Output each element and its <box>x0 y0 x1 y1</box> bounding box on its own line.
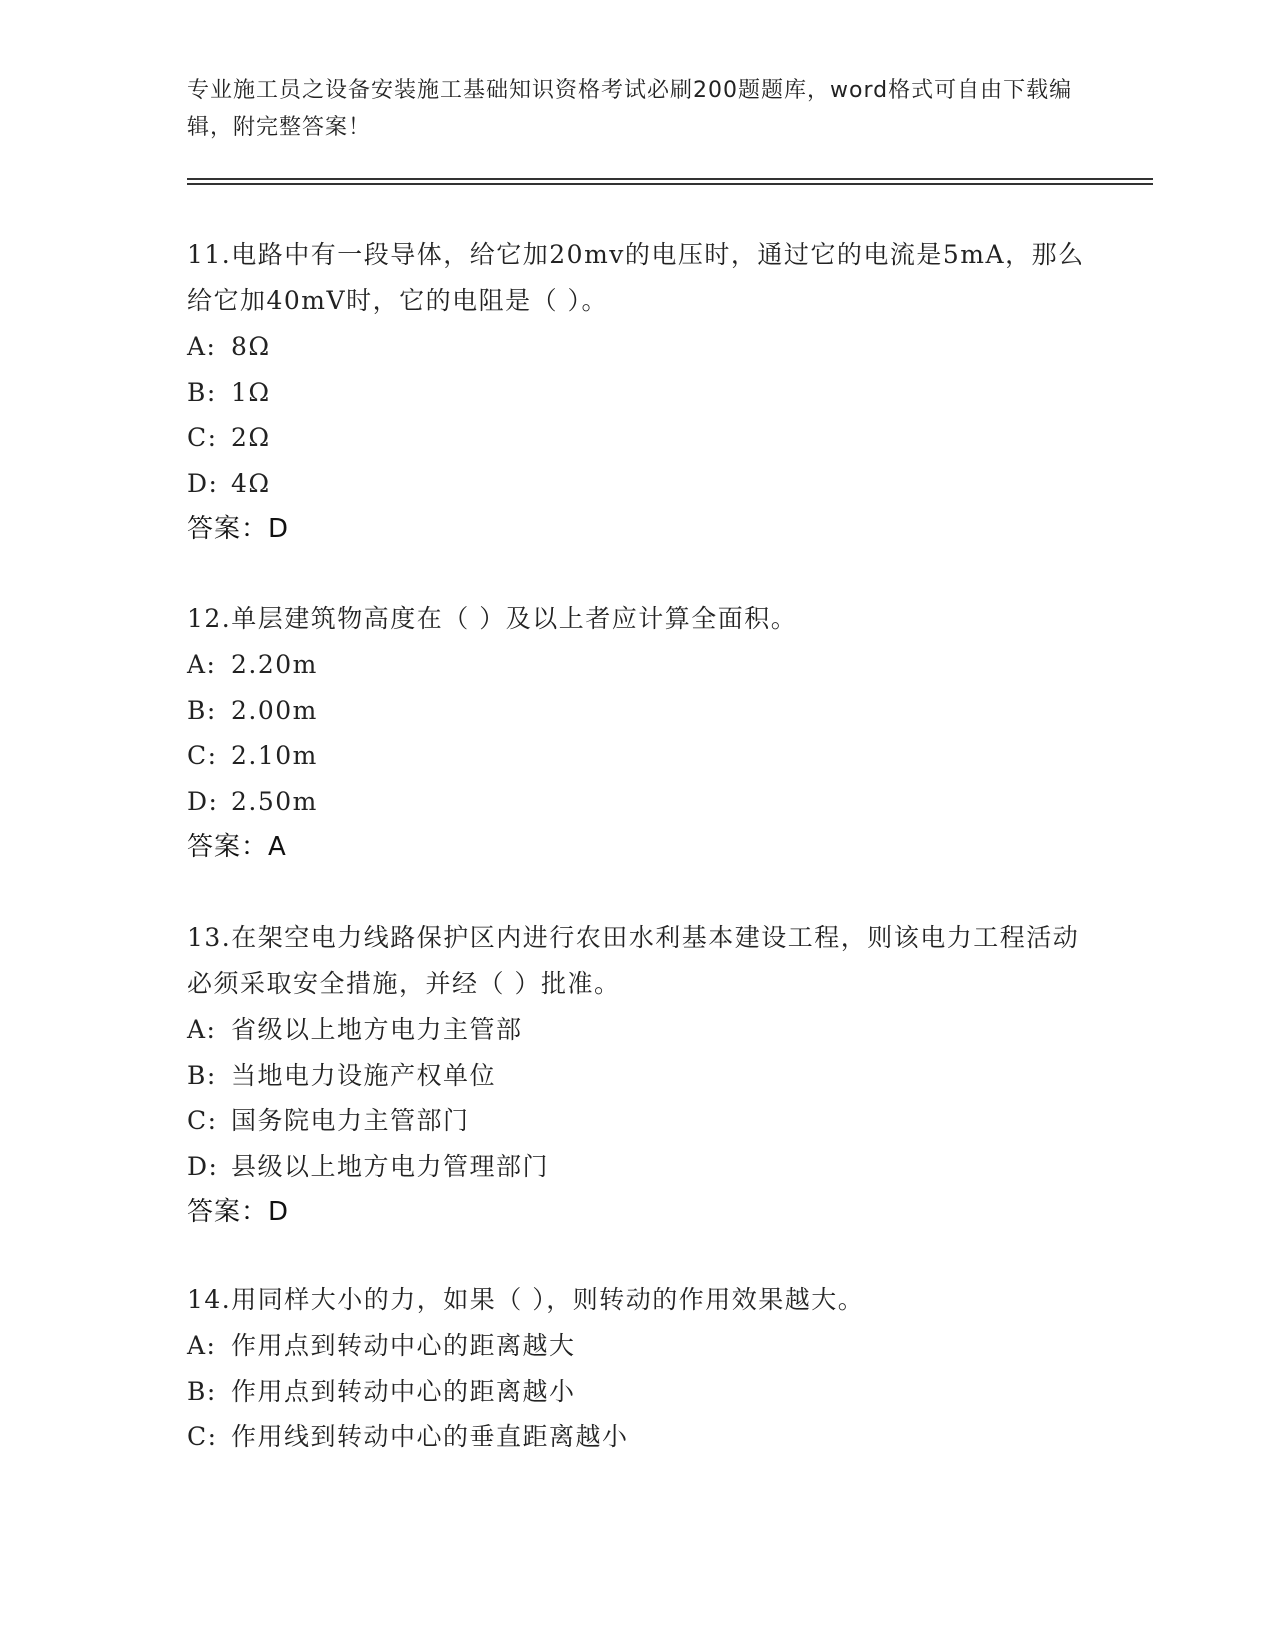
option-c <box>187 1098 1087 1144</box>
answer-line: 答案：D <box>187 514 290 544</box>
option-text: 4Ω <box>231 468 271 498</box>
option-text: 省级以上地方电力主管部 <box>231 1015 523 1044</box>
option-b <box>187 1053 1087 1099</box>
option-letter: C: <box>187 741 218 770</box>
document-header: 专业施工员之设备安装施工基础知识资格考试必刷200题题库，word格式可自由下载编辑，附完整答案！ <box>187 78 1073 140</box>
header-divider-bottom <box>187 183 1153 185</box>
question-11 <box>187 232 1087 552</box>
option-text: 县级以上地方电力管理部门 <box>231 1151 550 1181</box>
option-letter: B: <box>187 1376 217 1406</box>
option-d <box>187 461 1087 507</box>
option-text: 2.10m <box>231 741 318 770</box>
option-letter: A: <box>187 1015 217 1044</box>
option-a <box>187 1323 1087 1369</box>
option-letter: A: <box>187 1331 217 1360</box>
option-text: 2Ω <box>231 423 271 452</box>
option-text: 2.20m <box>231 650 318 679</box>
option-letter: B: <box>187 377 217 407</box>
option-d <box>187 1144 1087 1190</box>
option-letter: B: <box>187 1060 217 1090</box>
option-text: 2.50m <box>231 786 318 816</box>
option-letter: A: <box>187 332 217 361</box>
option-text: 1Ω <box>231 377 271 407</box>
option-text: 当地电力设施产权单位 <box>231 1060 497 1090</box>
question-stem: 12.单层建筑物高度在（ ）及以上者应计算全面积。 <box>187 604 798 633</box>
option-letter: C: <box>187 1422 218 1451</box>
option-c <box>187 415 1087 461</box>
option-letter: C: <box>187 1106 218 1135</box>
option-letter: C: <box>187 423 218 452</box>
option-text: 2.00m <box>231 695 318 725</box>
question-14 <box>187 1277 1087 1460</box>
answer-line: 答案：D <box>187 1197 290 1227</box>
question-12 <box>187 596 1087 870</box>
option-letter: D: <box>187 786 219 816</box>
question-13 <box>187 915 1087 1235</box>
option-letter: D: <box>187 468 219 498</box>
option-text: 国务院电力主管部门 <box>231 1106 470 1135</box>
question-stem: 13.在架空电力线路保护区内进行农田水利基本建设工程，则该电力工程活动必须采取安全措施，并经（ ）批准。 <box>187 923 1080 998</box>
option-text: 8Ω <box>231 332 271 361</box>
option-text: 作用线到转动中心的垂直距离越小 <box>231 1422 629 1451</box>
option-b <box>187 1369 1087 1415</box>
option-a <box>187 1007 1087 1053</box>
question-stem: 11.电路中有一段导体，给它加20mv的电压时，通过它的电流是5mA，那么给它加40mV时，它的电阻是（ ）。 <box>187 240 1085 315</box>
option-a <box>187 642 1087 688</box>
option-a <box>187 324 1087 370</box>
option-b <box>187 370 1087 416</box>
answer-line: 答案：A <box>187 832 287 862</box>
option-text: 作用点到转动中心的距离越大 <box>231 1331 576 1360</box>
option-letter: B: <box>187 695 217 725</box>
option-c <box>187 733 1087 779</box>
question-stem: 14.用同样大小的力，如果（ ），则转动的作用效果越大。 <box>187 1285 865 1314</box>
header-divider-top <box>187 178 1153 180</box>
option-c <box>187 1414 1087 1460</box>
option-letter: A: <box>187 650 217 679</box>
option-letter: D: <box>187 1151 219 1181</box>
option-b <box>187 688 1087 734</box>
option-text: 作用点到转动中心的距离越小 <box>231 1376 576 1406</box>
option-d <box>187 779 1087 825</box>
